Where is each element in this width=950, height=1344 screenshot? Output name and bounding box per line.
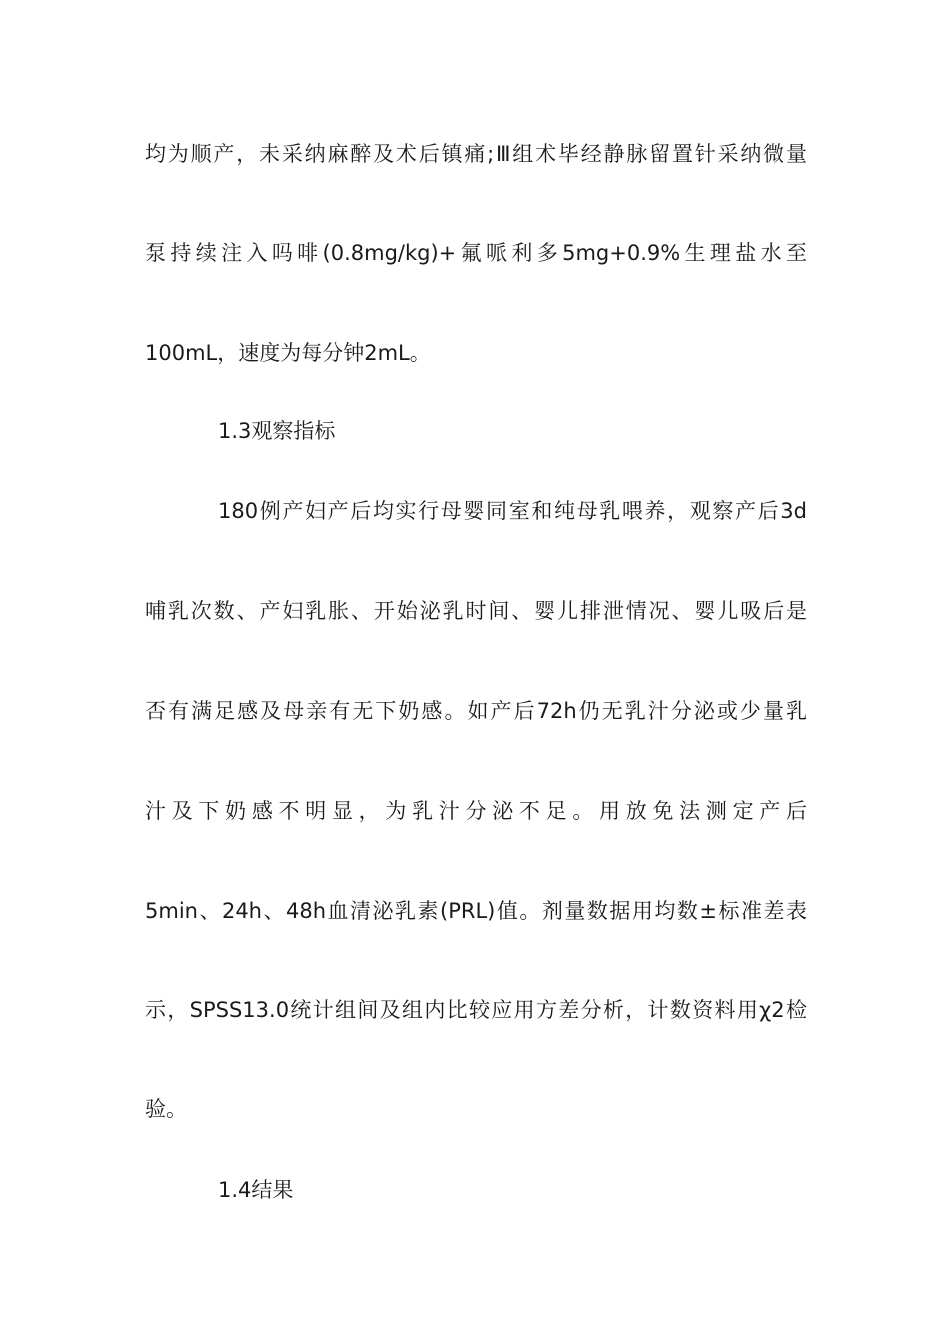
paragraph-line-9: 示，SPSS13.0统计组间及组内比较应用方差分析，计数资料用χ2检 (145, 998, 807, 1022)
paragraph-line-5: 哺乳次数、产妇乳胀、开始泌乳时间、婴儿排泄情况、婴儿吸后是 (145, 599, 807, 623)
paragraph-line-7: 汁及下奶感不明显，为乳汁分泌不足。用放免法测定产后 (145, 799, 807, 823)
paragraph-line-1: 均为顺产，未采纳麻醉及术后镇痛;Ⅲ组术毕经静脉留置针采纳微量 (145, 142, 807, 166)
paragraph-line-6: 否有满足感及母亲有无下奶感。如产后72h仍无乳汁分泌或少量乳 (145, 699, 807, 723)
paragraph-line-10: 验。 (145, 1097, 187, 1121)
paragraph-line-4: 180例产妇产后均实行母婴同室和纯母乳喂养，观察产后3d (218, 499, 807, 523)
paragraph-line-8: 5min、24h、48h血清泌乳素(PRL)值。剂量数据用均数±标准差表 (145, 899, 807, 923)
section-heading-1-4: 1.4结果 (218, 1178, 294, 1202)
paragraph-line-3: 100mL，速度为每分钟2mL。 (145, 341, 431, 365)
paragraph-line-2: 泵持续注入吗啡(0.8mg/kg)+氟哌利多5mg+0.9%生理盐水至 (145, 241, 807, 265)
section-heading-1-3: 1.3观察指标 (218, 419, 336, 443)
